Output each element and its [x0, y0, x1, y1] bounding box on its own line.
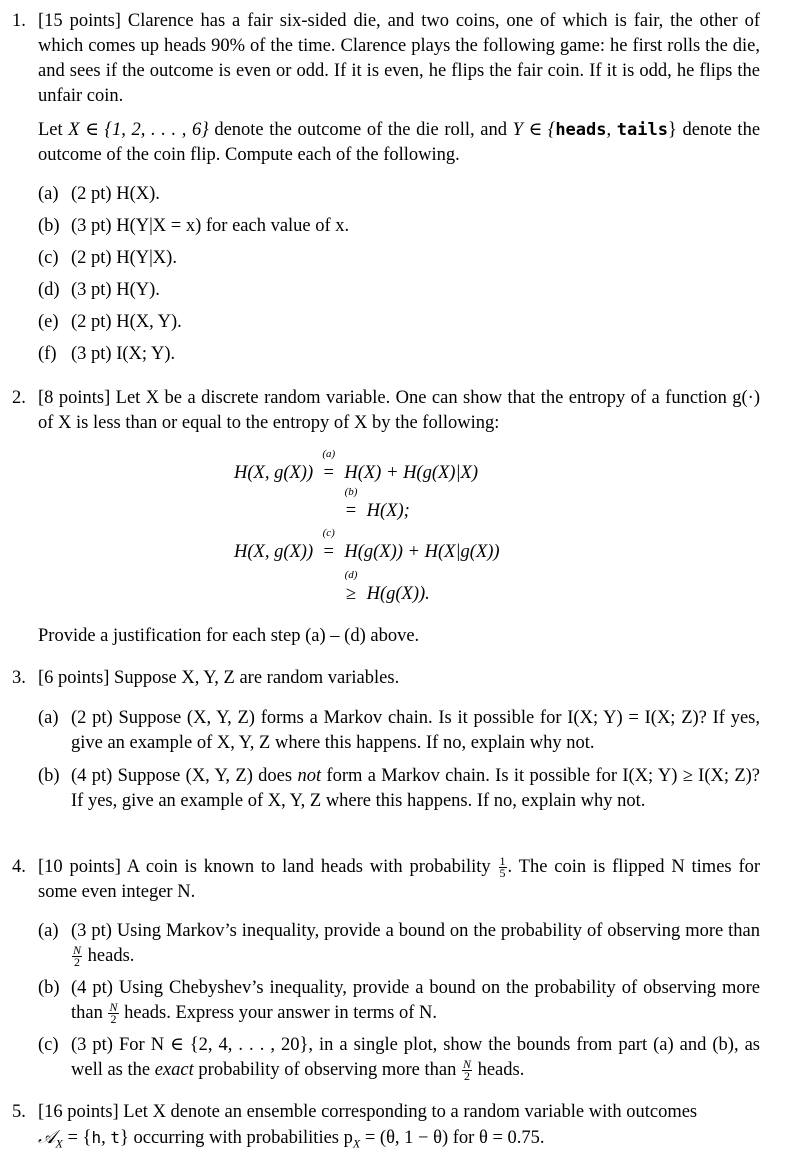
part-item: (c) (3 pt) For N ∈ {2, 4, . . . , 20}, in a single plot, show the bounds from part (a) and (b), as well as the exact probability of observing more than $\frac{N}{2}$ heads. — [38, 1035, 760, 1084]
question-4-parts — [38, 919, 760, 1083]
question-1-intro: [15 points] Clarence has a fair six-sided die, and two coins, one of which is fair, the other of which comes up heads 90% of the time. Clarence plays the following game: he first rolls the die, and sees if the outcome is even or odd. If it is even, he flips the fair coin. If it is odd, he flips the unfair coin. — [38, 11, 760, 106]
question-2 — [12, 386, 760, 436]
question-2-intro: [8 points] Let X be a discrete random variable. One can show that the entropy of a function g(·) of X is less than or equal to the entropy of X by the following: — [38, 388, 760, 433]
question-5 — [12, 1100, 760, 1157]
question-number: 4. — [12, 857, 26, 877]
part-item: (e) (2 pt) H(X, Y). — [38, 312, 182, 332]
part-item: (b) (4 pt) Using Chebyshev’s inequality, provide a bound on the probability of observing more than $\frac{N}{2}$ heads. Express your answer in terms of N. — [38, 978, 760, 1027]
fraction: $\frac{N}{2}$ — [73, 943, 82, 970]
part-item: (f) (3 pt) I(X; Y). — [38, 344, 176, 364]
fraction: $\frac{1}{5}$ — [499, 854, 506, 881]
part-item: (a) (2 pt) Suppose (X, Y, Z) forms a Markov chain. Is it possible for I(X; Y) = I(X; Z)? If yes, give an example of X, Y, Z where this happens. If no, explain why not. — [38, 708, 760, 753]
equation-line: H(X, g(X)) (c) = H(g(X)) + H(X|g(X)) — [234, 527, 500, 562]
question-5-intro: [16 points] Let X denote an ensemble corresponding to a random variable with outcomes — [38, 1102, 698, 1122]
question-3 — [12, 666, 760, 814]
question-number: 2. — [12, 388, 26, 408]
question-1-parts — [38, 182, 760, 367]
question-1-setup: Let X ∈ {1, 2, . . . , 6} denote the outcome of the die roll, and Y ∈ {heads, tails} denote the outcome of the coin flip. Compute each of the following. — [38, 120, 761, 165]
equation-line: H(X, g(X)) (a) = H(X) + H(g(X)|X) — [234, 448, 479, 483]
fraction: $\frac{N}{2}$ — [109, 1000, 118, 1027]
equation-line: (d) ≥ H(g(X)). — [344, 569, 430, 604]
question-1 — [12, 9, 760, 367]
part-item: (a) (2 pt) H(X). — [38, 184, 160, 204]
fraction: $\frac{N}{2}$ — [462, 1057, 471, 1084]
part-item: (b) (4 pt) Suppose (X, Y, Z) does not form a Markov chain. Is it possible for I(X; Y) ≥ I(X; Z)? If yes, give an example of X, Y, Z where this happens. If no, explain why not. — [38, 766, 761, 811]
part-item: (d) (3 pt) H(Y). — [38, 280, 160, 300]
question-number: 3. — [12, 668, 26, 688]
question-3-parts — [38, 706, 760, 814]
equation-line: (b) = H(X); — [344, 486, 410, 521]
question-4 — [12, 855, 760, 1083]
part-item: (b) (3 pt) H(Y|X = x) for each value of x. — [38, 216, 350, 236]
question-5-setup: 𝒜$_X$ = {h, t} occurring with probabilities $p_X = (\theta$, 1 − θ) for θ = 0.75. — [38, 1128, 545, 1151]
question-number: 1. — [12, 11, 26, 31]
part-item: (c) (2 pt) H(Y|X). — [38, 248, 177, 268]
question-2-justify: Provide a justification for each step (a) – (d) above. — [38, 626, 420, 646]
question-3-intro: [6 points] Suppose X, Y, Z are random variables. — [38, 668, 400, 688]
question-4-intro: [10 points] A coin is known to land heads with probability $\frac{1}{5}$ . The coin is flipped N times for some even integer N. — [38, 854, 761, 902]
question-number: 5. — [12, 1102, 26, 1122]
part-item: (a) (3 pt) Using Markov’s inequality, provide a bound on the probability of observing more than $\frac{N}{2}$ heads. — [38, 921, 760, 970]
